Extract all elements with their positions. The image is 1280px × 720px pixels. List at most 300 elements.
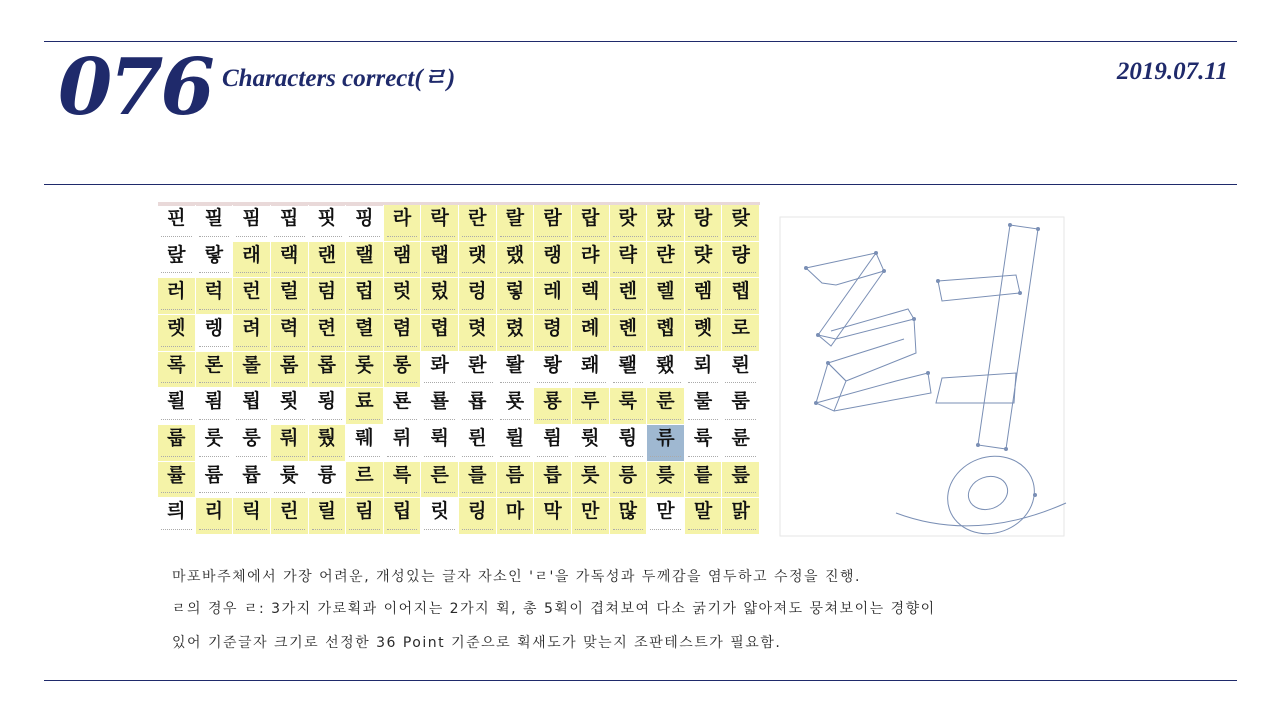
glyph-cell [233,388,271,425]
glyph-cell [233,315,271,352]
glyph-cell [534,315,572,352]
glyph-caption [274,272,305,275]
glyph-cell [346,388,384,425]
glyph-caption [613,529,644,532]
glyph-char: 렴 [392,317,412,339]
glyph-cell [722,388,760,425]
glyph-caption [688,456,719,459]
glyph-cell [196,388,234,425]
glyph-outline-sketch [776,213,1068,540]
glyph-char: 핍 [280,207,299,229]
glyph-caption [387,236,418,239]
glyph-cell [572,242,610,279]
glyph-char: 핀 [167,207,186,229]
glyph-char: 뤼 [392,427,412,449]
glyph-caption [462,492,493,495]
glyph-char: 락 [430,207,449,229]
glyph-char: 륀 [468,427,487,449]
glyph-cell [421,242,459,279]
glyph-char: 룁 [242,390,261,413]
glyph-cell [158,388,196,425]
glyph-caption [575,419,606,422]
glyph-char: 뢍 [543,353,562,376]
glyph-caption [312,309,343,312]
glyph-char: 랬 [505,243,525,266]
glyph-caption [500,456,531,459]
glyph-cell [534,352,572,389]
glyph-cell [421,388,459,425]
glyph-char: 릐 [167,500,186,523]
glyph-cell [647,278,685,315]
glyph-caption [161,346,192,349]
glyph-cell [271,498,309,535]
glyph-char: 럇 [693,243,713,266]
glyph-caption [387,529,418,532]
glyph-char: 렛 [167,317,186,339]
glyph-cell [459,242,497,279]
glyph-cell [421,205,459,242]
glyph-char: 련 [317,317,336,339]
glyph-caption [613,272,644,275]
glyph-char: 렬 [355,317,374,339]
glyph-cell [722,278,760,315]
glyph-caption [537,419,568,422]
glyph-caption [161,272,192,275]
glyph-caption [424,382,455,385]
glyph-caption [349,309,380,312]
glyph-caption [725,236,756,239]
glyph-cell [534,278,572,315]
glyph-char: 륭 [317,463,336,486]
glyph-caption [500,272,531,275]
glyph-cell [534,498,572,535]
glyph-char: 맑 [731,500,750,523]
glyph-cell [647,352,685,389]
glyph-caption [349,529,380,532]
glyph-caption [688,382,719,385]
glyph-char: 롓 [693,317,713,339]
glyph-cell [233,498,271,535]
glyph-char: 렇 [505,280,525,303]
glyph-cell [572,425,610,462]
glyph-char: 론 [204,353,224,376]
glyph-caption [349,346,380,349]
glyph-cell [459,388,497,425]
glyph-caption [650,272,681,275]
glyph-caption [462,346,493,349]
glyph-caption [462,456,493,459]
glyph-char: 률 [167,463,186,486]
character-grid [158,205,760,535]
glyph-caption [575,236,606,239]
glyph-caption [236,529,267,532]
glyph-caption [274,492,305,495]
glyph-char: 룀 [204,390,224,413]
glyph-char: 략 [618,243,637,266]
glyph-char: 랍 [581,207,600,229]
glyph-caption [500,382,531,385]
glyph-cell [384,278,422,315]
glyph-cell [309,242,347,279]
glyph-char: 료 [355,390,374,413]
glyph-caption [688,419,719,422]
glyph-char: 랩 [430,243,449,266]
note-line-1: 마포바주체에서 가장 어려운, 개성있는 글자 자소인 'ㄹ'을 가독성과 두께감을 염두하고 수정을 진행. [172,569,862,585]
glyph-char: 류 [656,427,675,449]
glyph-cell [685,352,723,389]
glyph-char: 롄 [618,317,637,339]
top-rule [44,41,1237,42]
glyph-cell [685,498,723,535]
glyph-caption [161,309,192,312]
glyph-cell [572,352,610,389]
glyph-caption [500,419,531,422]
glyph-cell [233,352,271,389]
glyph-cell [158,205,196,242]
glyph-char: 롤 [242,353,261,376]
glyph-cell [384,315,422,352]
glyph-caption [725,456,756,459]
glyph-cell [722,425,760,462]
glyph-char: 룔 [430,390,449,413]
glyph-caption [462,272,493,275]
glyph-char: 림 [355,500,374,523]
glyph-caption [688,492,719,495]
glyph-cell [421,315,459,352]
glyph-cell [346,352,384,389]
glyph-caption [613,382,644,385]
glyph-caption [500,236,531,239]
glyph-caption [199,382,230,385]
glyph-cell [497,242,535,279]
glyph-caption [537,529,568,532]
glyph-cell [346,462,384,499]
glyph-cell [421,462,459,499]
glyph-cell [158,498,196,535]
glyph-cell [572,498,610,535]
glyph-cell [685,205,723,242]
glyph-cell [196,242,234,279]
glyph-caption [424,492,455,495]
glyph-cell [384,462,422,499]
glyph-cell [346,315,384,352]
glyph-caption [500,492,531,495]
glyph-char: 뤄 [280,427,299,449]
glyph-cell [534,205,572,242]
glyph-cell [421,278,459,315]
glyph-cell [459,315,497,352]
glyph-caption [274,346,305,349]
glyph-cell [421,352,459,389]
glyph-char: 렵 [430,317,449,339]
glyph-caption [500,346,531,349]
glyph-char: 뢜 [618,353,637,376]
glyph-cell [722,242,760,279]
glyph-caption [349,382,380,385]
glyph-char: 룰 [693,390,713,413]
glyph-char: 막 [543,500,562,523]
glyph-char: 러 [167,280,186,303]
glyph-caption [274,382,305,385]
glyph-caption [387,419,418,422]
glyph-char: 룩 [618,390,637,413]
glyph-caption [424,529,455,532]
glyph-char: 례 [581,317,600,339]
glyph-caption [161,492,192,495]
middle-rule [44,184,1237,185]
glyph-caption [387,309,418,312]
glyph-caption [312,272,343,275]
glyph-char: 륫 [280,463,299,486]
glyph-char: 핌 [242,207,261,229]
glyph-cell [384,242,422,279]
glyph-cell [196,205,234,242]
glyph-caption [424,346,455,349]
glyph-caption [613,456,644,459]
glyph-char: 롬 [280,353,299,376]
glyph-cell [233,205,271,242]
glyph-caption [575,529,606,532]
glyph-char: 럽 [355,280,374,303]
glyph-cell [196,498,234,535]
glyph-caption [199,346,230,349]
glyph-cell [572,315,610,352]
glyph-char: 랜 [317,243,336,266]
glyph-char: 란 [468,207,487,229]
glyph-cell [647,388,685,425]
glyph-cell [610,388,648,425]
glyph-cell [346,205,384,242]
glyph-caption [650,346,681,349]
glyph-char: 록 [167,353,186,376]
glyph-caption [537,236,568,239]
glyph-caption [725,419,756,422]
glyph-char: 롼 [468,353,487,376]
glyph-cell [271,388,309,425]
glyph-char: 레 [543,280,562,303]
glyph-caption [387,492,418,495]
glyph-char: 륙 [693,427,713,449]
glyph-char: 링 [468,500,487,523]
glyph-char: 릎 [731,463,750,486]
glyph-cell [647,242,685,279]
glyph-cell [459,278,497,315]
glyph-cell [158,278,196,315]
glyph-char: 릅 [543,463,562,486]
glyph-char: 리 [204,500,224,523]
glyph-caption [274,309,305,312]
glyph-cell [572,278,610,315]
glyph-cell [421,498,459,535]
glyph-caption [537,492,568,495]
glyph-caption [650,529,681,532]
glyph-cell [497,315,535,352]
glyph-cell [196,462,234,499]
glyph-cell [384,352,422,389]
glyph-cell [309,462,347,499]
glyph-char: 말 [693,500,713,523]
glyph-cell [309,388,347,425]
glyph-caption [537,382,568,385]
glyph-caption [613,419,644,422]
glyph-char: 를 [468,463,487,486]
glyph-caption [387,456,418,459]
glyph-char: 륵 [392,463,412,486]
glyph-cell [233,425,271,462]
glyph-char: 많 [618,500,637,523]
glyph-char: 륨 [204,463,224,486]
glyph-caption [613,492,644,495]
glyph-char: 뢸 [167,390,186,413]
glyph-caption [199,419,230,422]
glyph-caption [349,456,380,459]
glyph-cell [233,462,271,499]
glyph-cell [572,462,610,499]
glyph-char: 필 [204,207,224,229]
glyph-char: 핏 [317,207,336,229]
glyph-cell [685,462,723,499]
glyph-caption [387,382,418,385]
glyph-cell [497,278,535,315]
glyph-cell [346,425,384,462]
glyph-caption [688,529,719,532]
glyph-char: 룻 [204,427,224,449]
glyph-char: 랠 [355,243,374,266]
glyph-caption [236,272,267,275]
glyph-cell [610,205,648,242]
glyph-cell [346,498,384,535]
glyph-caption [349,492,380,495]
glyph-caption [199,529,230,532]
glyph-cell [384,205,422,242]
glyph-cell [497,462,535,499]
glyph-cell [384,498,422,535]
glyph-cell [685,388,723,425]
glyph-cell [534,462,572,499]
glyph-char: 릴 [317,500,336,523]
glyph-caption [274,529,305,532]
glyph-cell [497,388,535,425]
glyph-cell [158,425,196,462]
glyph-cell [610,278,648,315]
glyph-char: 랭 [543,243,562,266]
glyph-char: 렸 [505,317,525,339]
glyph-caption [725,309,756,312]
glyph-cell [459,205,497,242]
glyph-caption [462,309,493,312]
glyph-caption [575,456,606,459]
glyph-char: 랏 [618,207,637,229]
glyph-char: 령 [543,317,562,339]
glyph-cell [346,242,384,279]
glyph-cell [647,205,685,242]
glyph-caption [236,309,267,312]
glyph-char: 만 [581,500,600,523]
glyph-char: 렀 [430,280,449,303]
glyph-cell [459,352,497,389]
glyph-char: 뤽 [430,427,449,449]
glyph-char: 룃 [280,390,299,413]
glyph-char: 룟 [505,390,525,413]
glyph-cell [647,462,685,499]
glyph-char: 롭 [317,353,336,376]
glyph-cell [534,425,572,462]
glyph-cell [610,425,648,462]
glyph-char: 렐 [656,280,675,303]
glyph-cell [196,425,234,462]
glyph-char: 랑 [693,207,713,229]
glyph-caption [462,529,493,532]
glyph-cell [196,278,234,315]
glyph-char: 랗 [204,243,224,266]
glyph-char: 럼 [317,280,336,303]
glyph-cell [309,425,347,462]
glyph-caption [650,309,681,312]
glyph-char: 룸 [731,390,750,413]
glyph-cell [158,315,196,352]
glyph-caption [312,346,343,349]
glyph-char: 루 [581,390,600,413]
glyph-char: 뢔 [581,353,600,376]
glyph-caption [462,382,493,385]
glyph-char: 랙 [280,243,299,266]
glyph-char: 롑 [656,317,675,339]
glyph-caption [424,236,455,239]
glyph-caption [236,236,267,239]
glyph-char: 렌 [618,280,637,303]
glyph-cell [158,462,196,499]
glyph-caption [650,236,681,239]
glyph-cell [384,388,422,425]
glyph-caption [312,382,343,385]
glyph-caption [688,272,719,275]
glyph-cell [722,352,760,389]
glyph-char: 르 [355,463,374,486]
glyph-char: 로 [731,317,750,339]
glyph-cell [722,315,760,352]
glyph-caption [387,346,418,349]
glyph-char: 랐 [656,207,675,229]
glyph-caption [688,236,719,239]
glyph-caption [312,456,343,459]
glyph-char: 롸 [430,353,449,376]
glyph-char: 렉 [581,280,600,303]
glyph-caption [688,346,719,349]
glyph-char: 럴 [280,280,299,303]
glyph-char: 력 [280,317,299,339]
glyph-char: 룝 [468,390,487,413]
glyph-cell [271,242,309,279]
glyph-caption [575,272,606,275]
note-line-2: ㄹ의 경우 ㄹ: 3가지 가로획과 이어지는 2가지 획, 총 5획이 겹쳐보여 다소 굵기가 얇아져도 뭉쳐보이는 경향이 [172,601,936,617]
glyph-char: 런 [242,280,261,303]
glyph-cell [647,425,685,462]
glyph-char: 롱 [392,353,412,376]
glyph-cell [572,205,610,242]
glyph-caption [424,419,455,422]
glyph-caption [575,346,606,349]
glyph-caption [349,419,380,422]
glyph-char: 름 [505,463,525,486]
glyph-cell [233,278,271,315]
glyph-char: 려 [242,317,261,339]
glyph-caption [236,419,267,422]
glyph-char: 룐 [392,390,412,413]
glyph-char: 핑 [355,207,374,229]
glyph-char: 륌 [543,427,562,449]
glyph-cell [685,425,723,462]
glyph-char: 룹 [167,427,186,449]
